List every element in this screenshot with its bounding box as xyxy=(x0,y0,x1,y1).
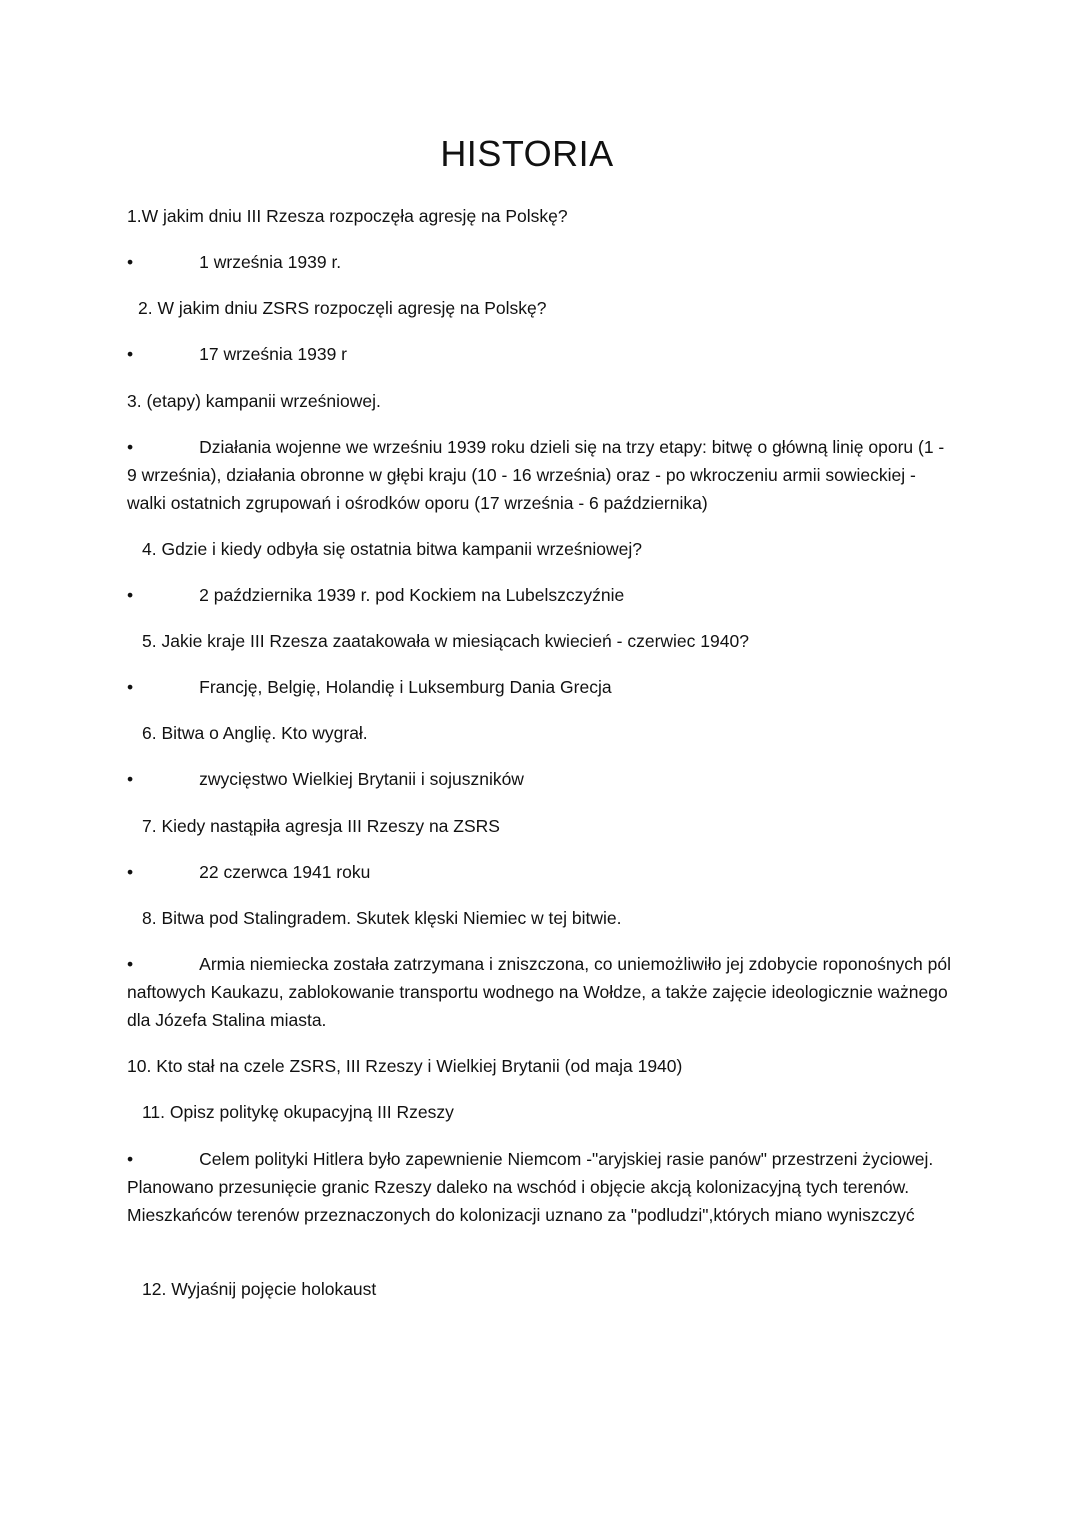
bullet-icon: • xyxy=(127,344,134,364)
question-11: 11. Opisz politykę okupacyjną III Rzeszy xyxy=(142,1102,454,1122)
answer-text: Celem polityki Hitlera było zapewnienie Niemcom -"aryjskiej rasie panów" przestrzeni życiowej. Planowano przesunięcie granic Rzeszy daleko na wschód i objęcie akcją kolonizacyjną tych terenów. Mieszkańców terenów przeznaczonych do kolonizacji uznano za "podludzi",których miano wyniszczyć xyxy=(127,1149,934,1225)
answer-7 xyxy=(127,858,957,886)
answer-text: 1 września 1939 r. xyxy=(199,252,342,272)
bullet-icon: • xyxy=(127,585,134,605)
answer-text: 2 października 1939 r. pod Kockiem na Lubelszczyźnie xyxy=(199,585,625,605)
bullet-icon: • xyxy=(127,862,134,882)
bullet-icon: • xyxy=(127,954,134,974)
answer-8 xyxy=(127,950,957,1034)
answer-text: zwycięstwo Wielkiej Brytanii i sojuszników xyxy=(199,769,524,789)
bullet-icon: • xyxy=(127,1149,134,1169)
answer-3 xyxy=(127,433,957,517)
bullet-icon: • xyxy=(127,437,134,457)
answer-6 xyxy=(127,765,957,793)
answer-text: Armia niemiecka została zatrzymana i zniszczona, co uniemożliwiło jej zdobycie roponośnych pól naftowych Kaukazu, zablokowanie transportu wodnego na Wołdze, a także zajęcie ideologicznie ważnego dla Józefa Stalina miasta. xyxy=(127,954,952,1030)
answer-5 xyxy=(127,673,957,701)
answer-text: 17 września 1939 r xyxy=(199,344,348,364)
question-12: 12. Wyjaśnij pojęcie holokaust xyxy=(142,1279,377,1299)
question-10: 10. Kto stał na czele ZSRS, III Rzeszy i Wielkiej Brytanii (od maja 1940) xyxy=(127,1056,683,1076)
question-1: 1.W jakim dniu III Rzesza rozpoczęła agresję na Polskę? xyxy=(127,206,568,226)
answer-4 xyxy=(127,581,957,609)
question-8: 8. Bitwa pod Stalingradem. Skutek klęski Niemiec w tej bitwie. xyxy=(142,908,622,928)
question-5: 5. Jakie kraje III Rzesza zaatakowała w miesiącach kwiecień - czerwiec 1940? xyxy=(142,631,749,651)
page-title: HISTORIA xyxy=(440,133,614,174)
question-6: 6. Bitwa o Anglię. Kto wygrał. xyxy=(142,723,368,743)
question-4: 4. Gdzie i kiedy odbyła się ostatnia bitwa kampanii wrześniowej? xyxy=(142,539,642,559)
answer-text: Francję, Belgię, Holandię i Luksemburg Dania Grecja xyxy=(199,677,612,697)
answer-11 xyxy=(127,1145,957,1229)
answer-text: Działania wojenne we wrześniu 1939 roku dzieli się na trzy etapy: bitwę o główną linię oporu (1 - 9 września), działania obronne w głębi kraju (10 - 16 września) oraz - po wkroczeniu armii sowieckiej - walki ostatnich zgrupowań i ośrodków oporu (17 września - 6 października) xyxy=(127,437,945,513)
answer-text: 22 czerwca 1941 roku xyxy=(199,862,371,882)
answer-1 xyxy=(127,248,957,276)
bullet-icon: • xyxy=(127,769,134,789)
bullet-icon: • xyxy=(127,677,134,697)
question-7: 7. Kiedy nastąpiła agresja III Rzeszy na ZSRS xyxy=(142,816,500,836)
answer-2 xyxy=(127,340,957,368)
question-3: 3. (etapy) kampanii wrześniowej. xyxy=(127,391,381,411)
question-2: 2. W jakim dniu ZSRS rozpoczęli agresję na Polskę? xyxy=(138,298,547,318)
bullet-icon: • xyxy=(127,252,134,272)
